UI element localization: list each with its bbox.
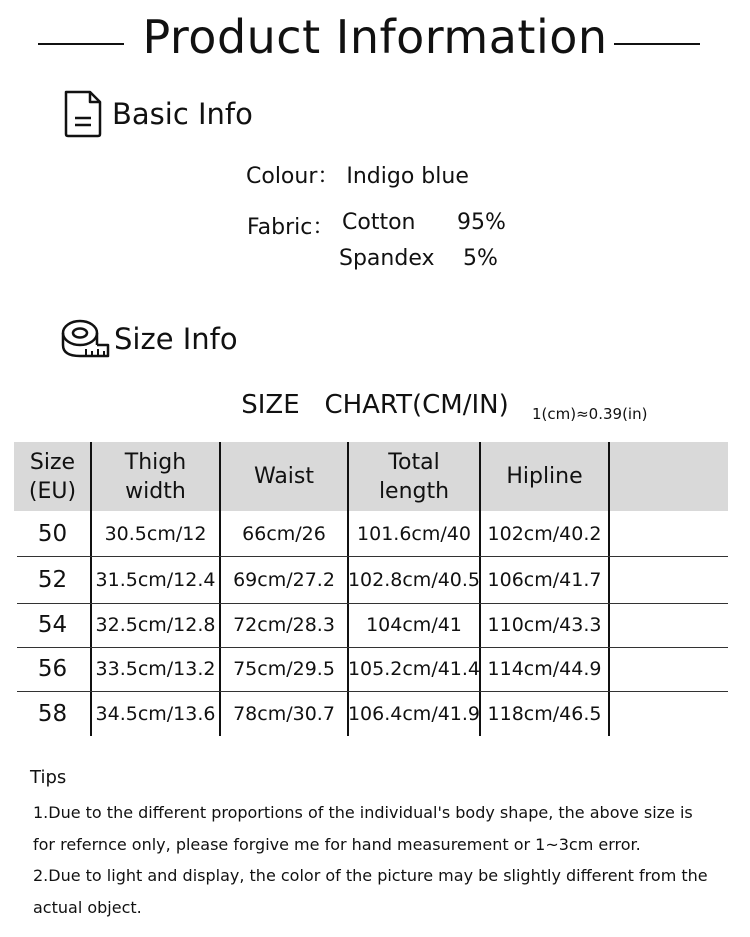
- tips-title: Tips: [30, 767, 67, 788]
- table-cell: 78cm/30.7: [233, 702, 335, 725]
- table-cell: 66cm/26: [242, 522, 326, 545]
- fabric-percent-2: 5%: [463, 246, 498, 271]
- basic-info-heading: [62, 88, 253, 140]
- table-cell: [609, 556, 728, 603]
- document-icon: [62, 88, 104, 140]
- tip-item: 2.Due to light and display, the color of the picture may be slightly different from the actual object.: [33, 866, 708, 917]
- tip-item: 1.Due to the different proportions of the individual's body shape, the above size is for refernce only, please forgive me for hand measurement or 1~3cm error.: [33, 803, 693, 854]
- table-cell: 75cm/29.5: [233, 658, 335, 680]
- colour-line: Colour： Indigo blue: [246, 164, 469, 189]
- header-waist: Waist: [253, 464, 315, 489]
- header-size: Size (EU): [28, 449, 77, 504]
- table-cell: 69cm/27.2: [233, 568, 335, 591]
- table-cell: 101.6cm/40: [357, 522, 471, 545]
- table-cell: 104cm/41: [366, 614, 462, 636]
- table-cell: 118cm/46.5: [487, 702, 602, 725]
- table-cell: 102cm/40.2: [487, 522, 602, 545]
- table-cell: 31.5cm/12.4: [95, 568, 216, 591]
- table-cell: 33.5cm/13.2: [95, 658, 216, 680]
- size-cell: 50: [37, 520, 68, 547]
- table-cell: 34.5cm/13.6: [95, 702, 216, 725]
- table-cell: [609, 691, 728, 736]
- header-thigh-width: Thigh width: [124, 449, 187, 504]
- fabric-label: Fabric：: [247, 215, 335, 240]
- conversion-note: 1(cm)≈0.39(in): [532, 405, 648, 423]
- table-cell: 72cm/28.3: [233, 614, 335, 636]
- size-cell: 52: [37, 566, 68, 593]
- size-cell: 56: [37, 656, 68, 682]
- fabric-percent-1: 95%: [457, 210, 506, 235]
- table-cell: [609, 647, 728, 691]
- tape-measure-icon: [60, 318, 112, 360]
- size-info-label: Size Info: [114, 322, 238, 356]
- table-cell: 106cm/41.7: [487, 568, 602, 591]
- header-hipline: Hipline: [506, 464, 583, 489]
- size-cell: 58: [37, 700, 68, 727]
- header-total-length: Total length: [378, 449, 450, 504]
- fabric-material-2: Spandex: [339, 246, 435, 271]
- table-cell: 32.5cm/12.8: [95, 614, 216, 636]
- table-cell: 106.4cm/41.9: [347, 702, 481, 725]
- size-table: [14, 442, 728, 736]
- size-chart-title: SIZE CHART(CM/IN): [241, 390, 509, 420]
- table-cell: 30.5cm/12: [104, 522, 207, 545]
- table-cell: 110cm/43.3: [487, 614, 602, 636]
- size-cell: 54: [37, 612, 68, 638]
- fabric-material-1: Cotton: [342, 210, 416, 235]
- header-extra: [609, 442, 728, 511]
- table-cell: 105.2cm/41.4: [347, 658, 481, 680]
- table-cell: 114cm/44.9: [487, 658, 602, 680]
- size-info-heading: [60, 318, 238, 360]
- basic-info-label: Basic Info: [112, 97, 253, 131]
- page-title: Product Information: [142, 10, 608, 64]
- table-cell: 102.8cm/40.5: [347, 568, 481, 591]
- table-cell: [609, 511, 728, 556]
- table-cell: [609, 603, 728, 647]
